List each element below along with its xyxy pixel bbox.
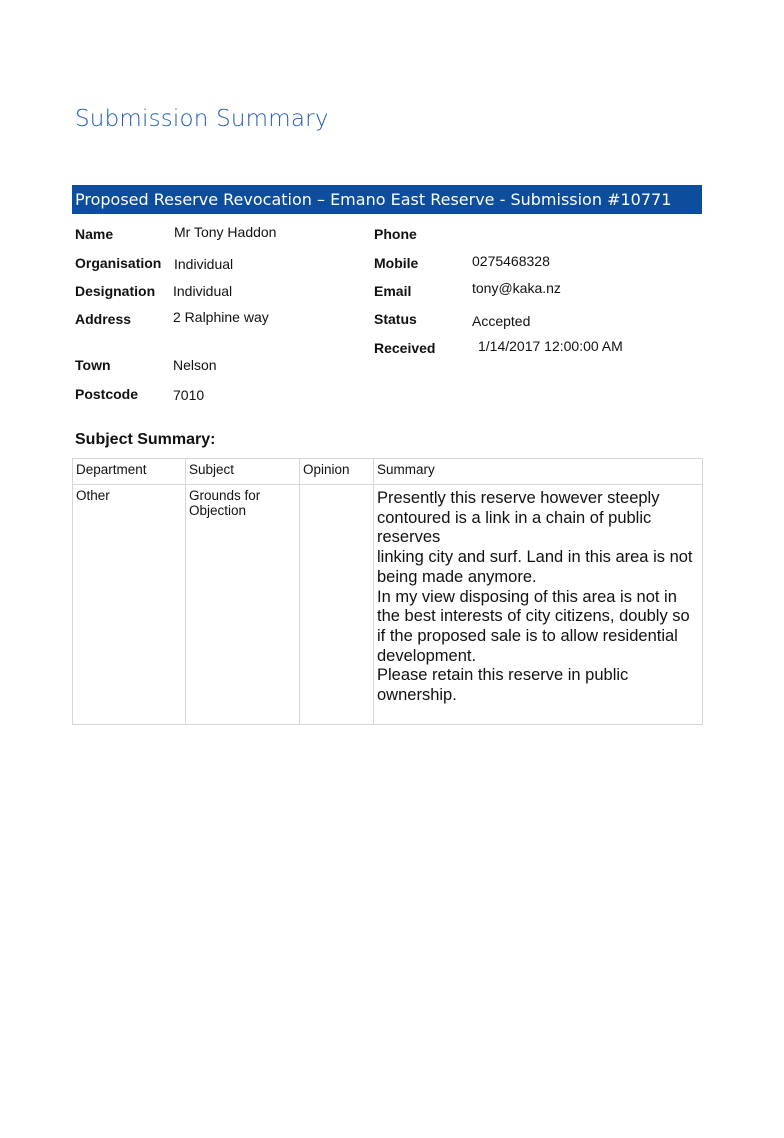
summary-cell: Presently this reserve however steeply contoured is a link in a chain of public reserves linking city and surf. Land in this area is not being made anymore. In my view disposing of this area is not in the best interests of city citizens, doubly so if the proposed sale is to allow residential development. Please retain this reserve in public ownership. [374,485,703,725]
table-row [73,485,703,725]
received-value: 1/14/2017 12:00:00 AM [478,338,623,354]
postcode-value: 7010 [173,387,205,403]
designation-label: Designation [75,283,156,299]
organisation-label: Organisation [75,255,162,271]
column-header-department: Department [73,459,186,485]
mobile-label: Mobile [374,255,419,271]
organisation-value: Individual [174,256,234,272]
phone-label: Phone [374,226,417,242]
status-label: Status [374,311,417,327]
table-header-row [73,459,703,485]
name-label: Name [75,226,114,242]
email-label: Email [374,283,412,299]
page-title: Submission Summary [75,106,329,132]
status-value: Accepted [472,313,531,329]
designation-value: Individual [173,283,233,299]
town-label: Town [75,357,111,373]
subject-summary-table [72,458,703,725]
email-value: tony@kaka.nz [472,280,561,296]
column-header-summary: Summary [374,459,703,485]
address-value: 2 Ralphine way [173,309,269,325]
name-value: Mr Tony Haddon [174,224,277,240]
mobile-value: 0275468328 [472,253,550,269]
department-cell: Other [73,485,186,725]
received-label: Received [374,340,436,356]
subject-cell: Grounds for Objection [186,485,300,725]
column-header-opinion: Opinion [300,459,374,485]
submission-banner: Proposed Reserve Revocation – Emano East Reserve - Submission #10771 [72,185,702,214]
postcode-label: Postcode [75,386,139,402]
subject-summary-title: Subject Summary: [75,431,216,448]
column-header-subject: Subject [186,459,300,485]
address-label: Address [75,311,132,327]
opinion-cell [300,485,374,725]
town-value: Nelson [173,357,217,373]
